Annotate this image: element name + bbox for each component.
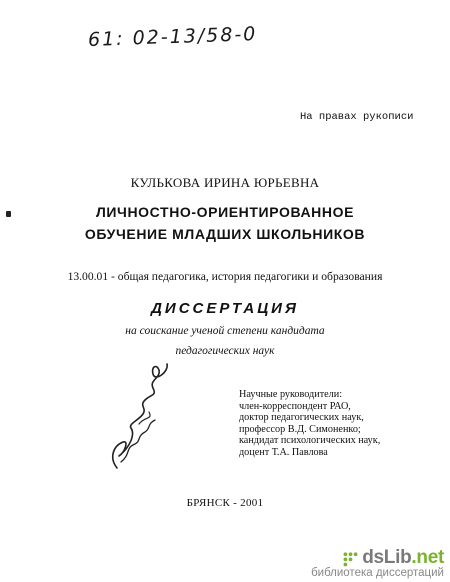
- supervisor-line: кандидат психологических наук,: [239, 435, 381, 446]
- supervisor-line: профессор В.Д. Симоненко;: [239, 423, 361, 435]
- degree-line-2: педагогических наук: [175, 345, 275, 357]
- handwritten-registration-number: 61: 02-13/58-0: [87, 23, 258, 51]
- city-year: БРЯНСК - 2001: [186, 497, 264, 509]
- supervisor-line: член-корреспондент РАО,: [239, 400, 351, 412]
- dslib-logo-icon: [342, 550, 359, 567]
- watermark-brand: [362, 547, 444, 569]
- supervisors-heading: Научные руководители:: [239, 389, 343, 400]
- supervisor-line: доцент Т.А. Павлова: [239, 446, 328, 458]
- document-type: ДИССЕРТАЦИЯ: [151, 300, 299, 317]
- watermark-logo: [311, 547, 444, 569]
- handwritten-signature: [95, 350, 185, 475]
- watermark-brand-tld: .net: [411, 547, 444, 568]
- thesis-title-line-2: ОБУЧЕНИЕ МЛАДШИХ ШКОЛЬНИКОВ: [84, 226, 366, 242]
- watermark-tagline: библиотека диссертаций: [311, 567, 444, 579]
- specialty-code: 13.00.01 - общая педагогика, история педагогики и образования: [67, 270, 383, 283]
- supervisor-line: доктор педагогических наук,: [239, 412, 364, 423]
- watermark-brand-name: dsLib: [362, 547, 412, 568]
- rights-notice: На правах рукописи: [300, 111, 414, 123]
- site-watermark[interactable]: [311, 547, 444, 579]
- supervisors-block: [239, 389, 380, 458]
- thesis-title-line-1: ЛИЧНОСТНО-ОРИЕНТИРОВАННОЕ: [95, 204, 355, 220]
- degree-line-1: на соискание ученой степени кандидата: [125, 325, 325, 337]
- author-name: КУЛЬКОВА ИРИНА ЮРЬЕВНА: [130, 175, 320, 190]
